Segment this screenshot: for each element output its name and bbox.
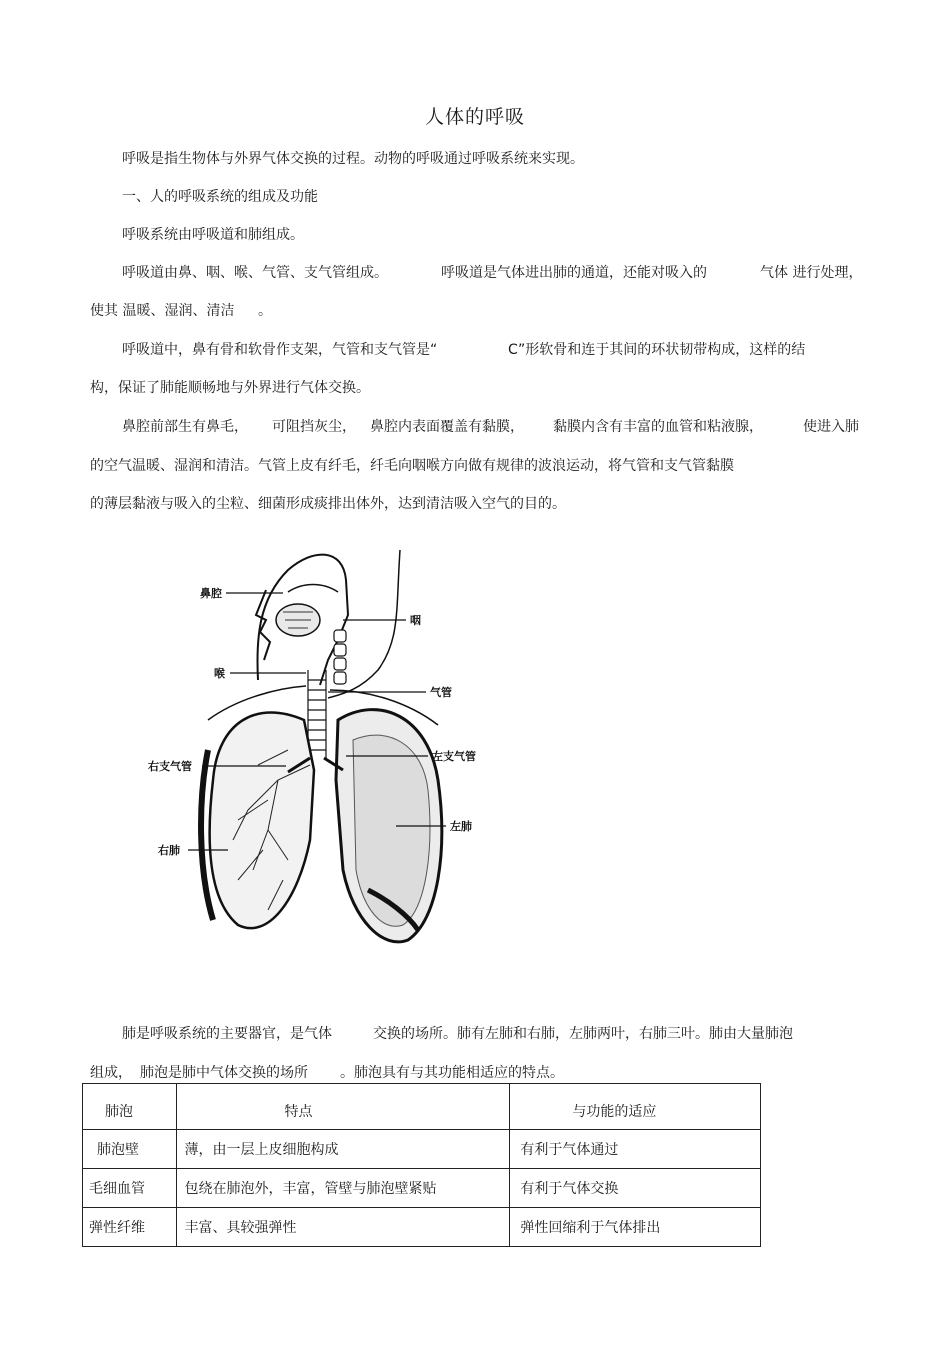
table-cell: 有利于气体交换 xyxy=(510,1169,761,1208)
paragraph-nose-f: 的空气温暖、湿润和清洁。气管上皮有纤毛，纤毛向咽喉方向做有规律的波浪运动，将气管和支气管黏膜 xyxy=(90,458,734,474)
table-cell: 弹性纤维 xyxy=(83,1208,177,1247)
label-nasal-cavity: 鼻腔 xyxy=(200,587,222,600)
label-pharynx: 咽 xyxy=(410,614,421,627)
paragraph-airway-1e: 。 xyxy=(258,303,272,319)
table-row xyxy=(83,1208,761,1247)
paragraph-lung-d: 肺泡是肺中气体交换的场所 xyxy=(140,1065,308,1081)
table-header-adaptation: 与功能的适应 xyxy=(510,1084,761,1130)
paragraph-airway-2a: 呼吸道中，鼻有骨和软骨作支架，气管和支气管是“ xyxy=(122,342,438,358)
paragraph-airway-1b: 呼吸道是气体进出肺的通道，还能对吸入的 xyxy=(441,265,707,281)
paragraph-nose-e: 使进入肺 xyxy=(803,419,859,435)
table-header-alveoli: 肺泡 xyxy=(83,1084,177,1130)
paragraph-airway-1c: 气体 进行处理， xyxy=(760,265,863,281)
table-row xyxy=(83,1169,761,1208)
paragraph-nose-d: 黏膜内含有丰富的血管和粘液腺， xyxy=(553,419,763,435)
table-cell: 肺泡壁 xyxy=(83,1130,177,1169)
paragraph-lung-a: 肺是呼吸系统的主要器官，是气体 xyxy=(122,1026,332,1042)
page-title: 人体的呼吸 xyxy=(424,106,525,128)
paragraph-nose-c: 鼻腔内表面覆盖有黏膜， xyxy=(370,419,524,435)
label-left-bronchus: 左支气管 xyxy=(432,750,476,763)
paragraph-intro: 呼吸是指生物体与外界气体交换的过程。动物的呼吸通过呼吸系统来实现。 xyxy=(122,151,584,167)
paragraph-airway-1a: 呼吸道由鼻、咽、喉、气管、支气管组成。 xyxy=(122,265,388,281)
table-cell: 薄，由一层上皮细胞构成 xyxy=(176,1130,510,1169)
paragraph-lung-b: 交换的场所。肺有左肺和右肺，左肺两叶，右肺三叶。肺由大量肺泡 xyxy=(373,1026,793,1042)
respiratory-system-diagram xyxy=(138,520,518,990)
alveoli-feature-table xyxy=(82,1083,761,1247)
table-cell: 包绕在肺泡外，丰富，管壁与肺泡壁紧贴 xyxy=(176,1169,510,1208)
paragraph-nose-a: 鼻腔前部生有鼻毛， xyxy=(122,419,248,435)
paragraph-airway-2c: 构，保证了肺能顺畅地与外界进行气体交换。 xyxy=(90,380,370,396)
paragraph-airway-1d: 使其 温暖、湿润、清洁 xyxy=(90,303,235,319)
label-right-lung: 右肺 xyxy=(158,844,180,857)
paragraph-composition: 呼吸系统由呼吸道和肺组成。 xyxy=(122,227,304,243)
label-trachea: 气管 xyxy=(430,686,452,699)
table-header-row xyxy=(83,1084,761,1130)
section-heading: 一、人的呼吸系统的组成及功能 xyxy=(122,189,318,205)
table-row xyxy=(83,1130,761,1169)
paragraph-airway-2b: C”形软骨和连于其间的环状韧带构成，这样的结 xyxy=(508,342,806,358)
table-cell: 弹性回缩利于气体排出 xyxy=(510,1208,761,1247)
table-cell: 有利于气体通过 xyxy=(510,1130,761,1169)
paragraph-nose-b: 可阻挡灰尘， xyxy=(272,419,356,435)
table-header-features: 特点 xyxy=(176,1084,510,1130)
paragraph-nose-g: 的薄层黏液与吸入的尘粒、细菌形成痰排出体外，达到清洁吸入空气的目的。 xyxy=(90,496,566,512)
table-cell: 毛细血管 xyxy=(83,1169,177,1208)
label-left-lung: 左肺 xyxy=(450,820,472,833)
paragraph-lung-e: 。肺泡具有与其功能相适应的特点。 xyxy=(340,1065,564,1081)
table-cell: 丰富、具较强弹性 xyxy=(176,1208,510,1247)
label-larynx: 喉 xyxy=(214,667,225,680)
paragraph-lung-c: 组成， xyxy=(90,1065,132,1081)
label-right-bronchus: 右支气管 xyxy=(148,760,192,773)
